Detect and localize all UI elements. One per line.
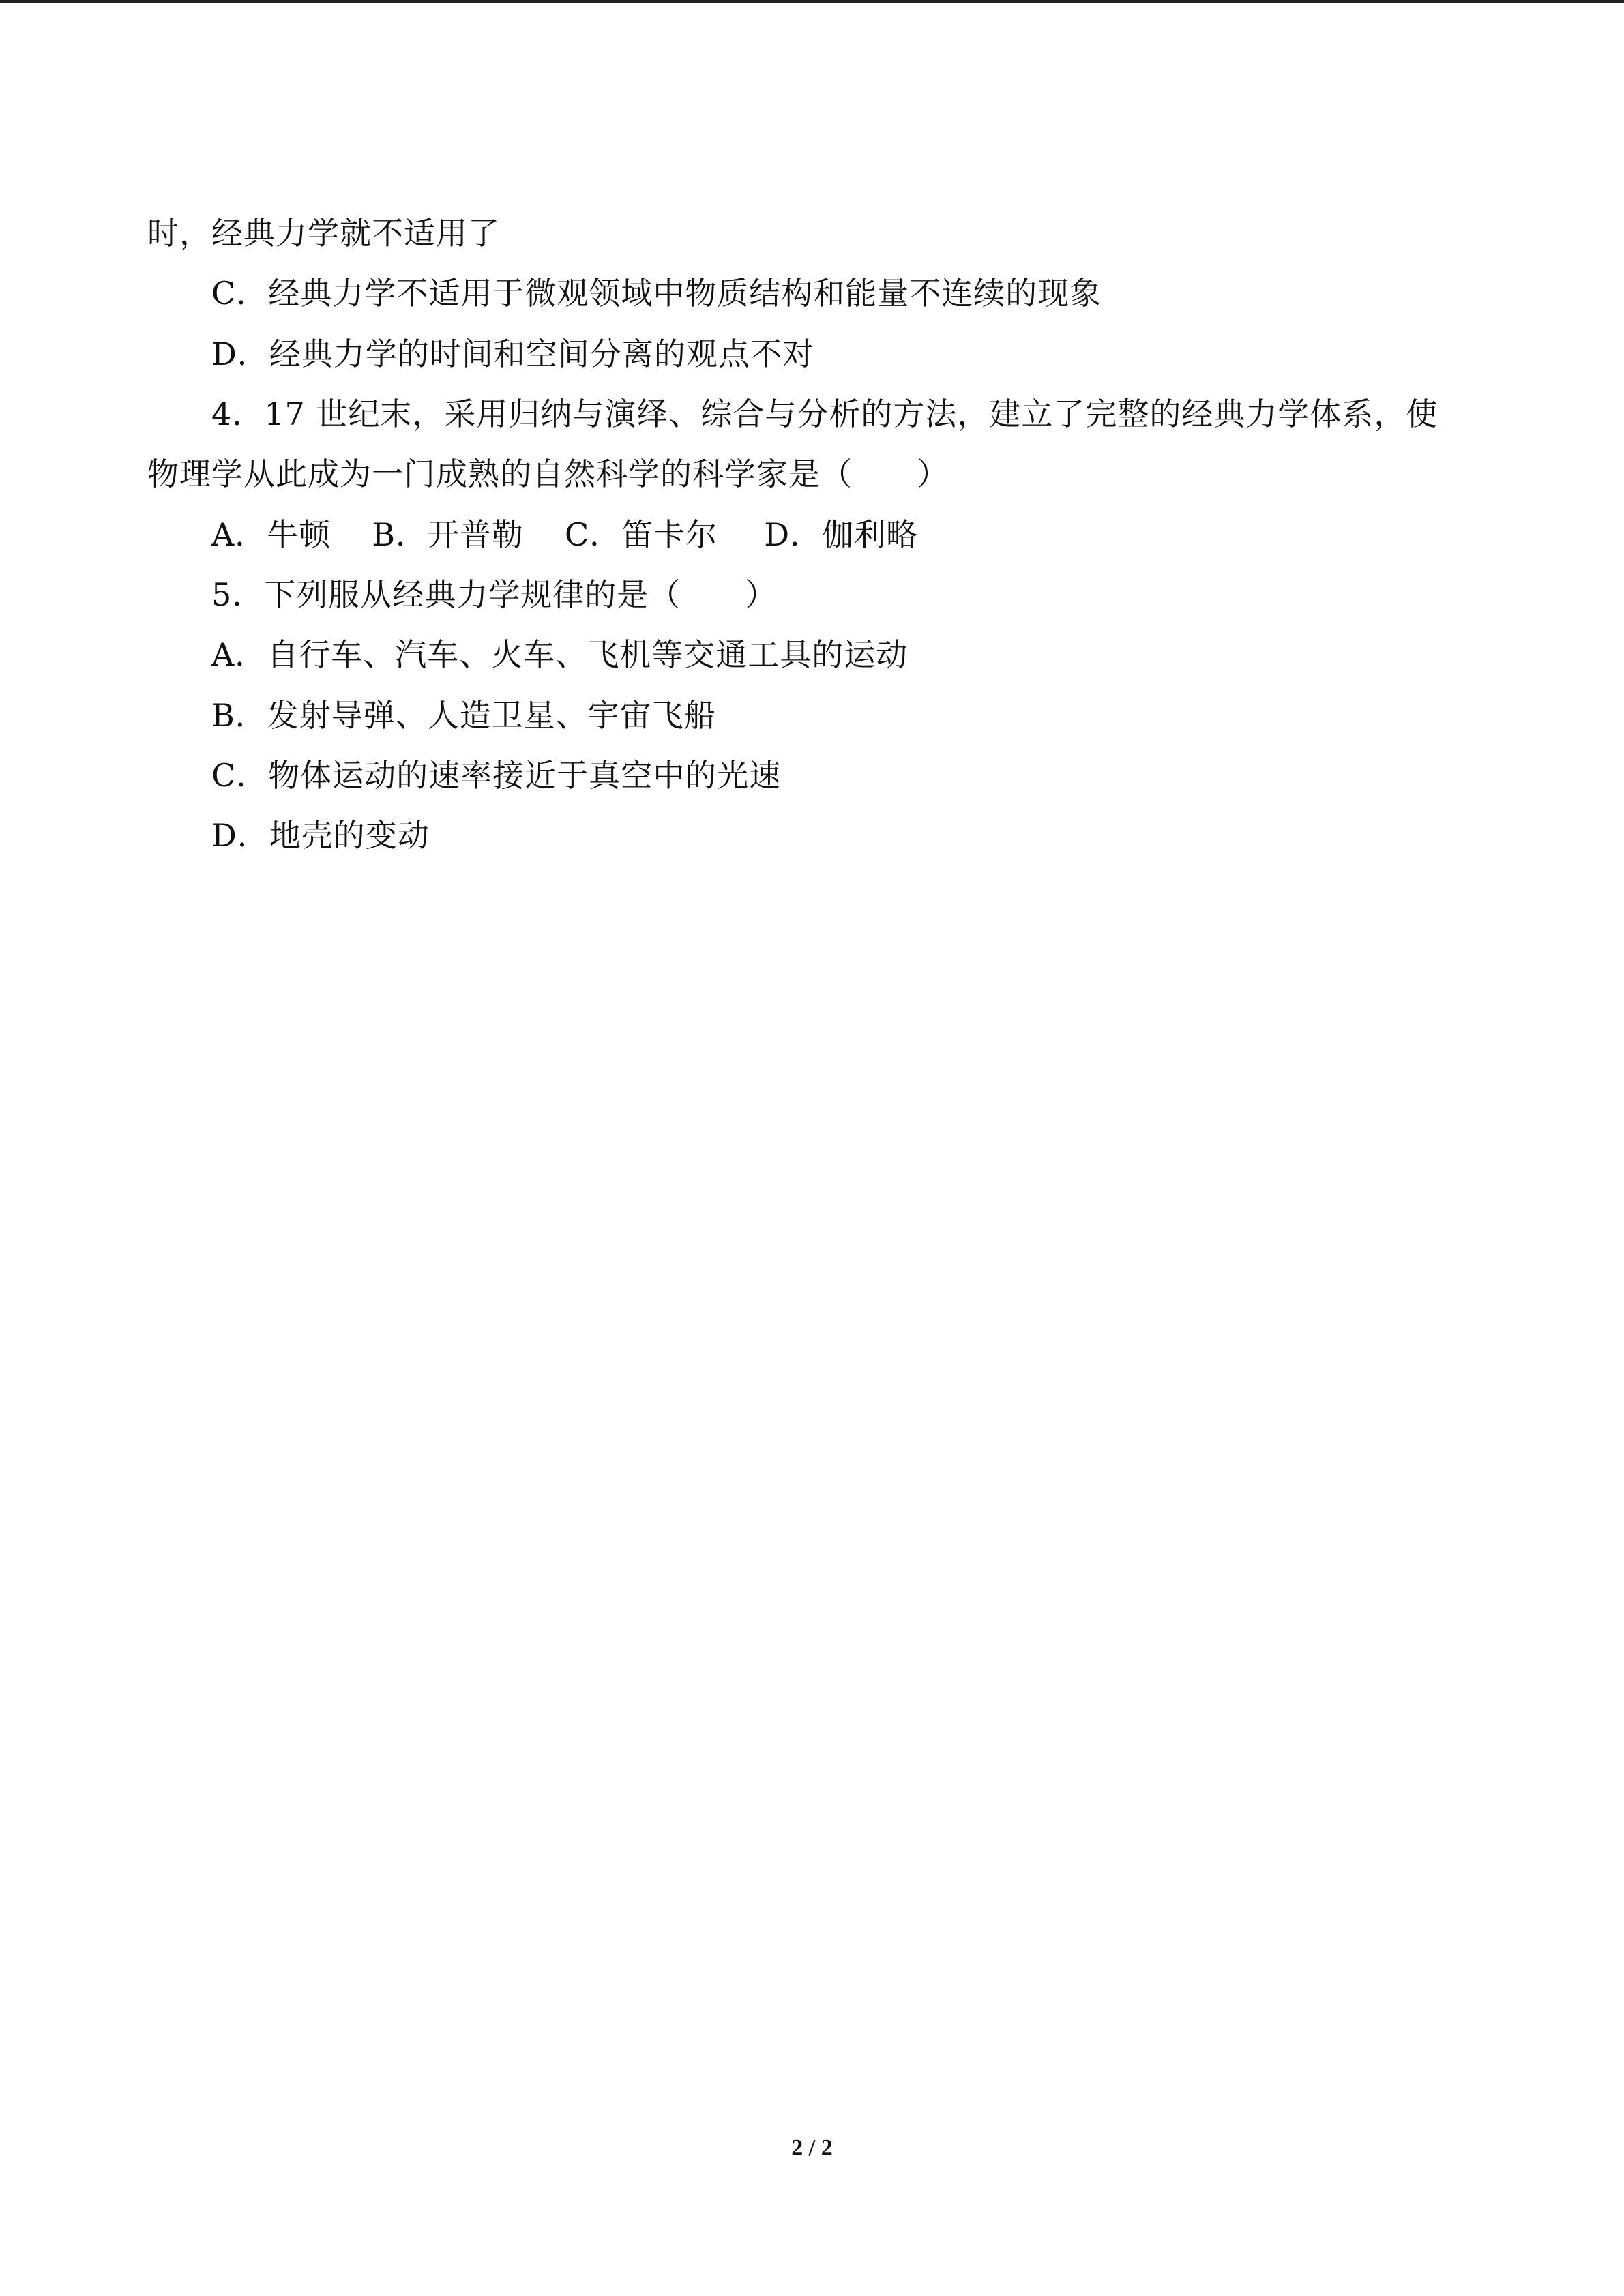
question-5-option-d: D．地壳的变动 bbox=[211, 817, 430, 854]
question-3-option-c: C．经典力学不适用于微观领域中物质结构和能量不连续的现象 bbox=[211, 275, 1102, 312]
question-3-continuation: 时，经典力学就不适用了 bbox=[147, 215, 500, 252]
question-5-stem: 5．下列服从经典力学规律的是（ ） bbox=[211, 576, 778, 613]
question-5-option-b: B．发射导弹、人造卫星、宇宙飞船 bbox=[211, 697, 716, 734]
question-5-option-c: C．物体运动的速率接近于真空中的光速 bbox=[211, 757, 782, 794]
question-4-option-d: D．伽利略 bbox=[764, 516, 919, 553]
question-3-option-d: D．经典力学的时间和空间分离的观点不对 bbox=[211, 336, 814, 372]
question-4-option-a: A．牛顿 bbox=[211, 516, 331, 553]
question-4-stem-line-2: 物理学从此成为一门成熟的自然科学的科学家是（ ） bbox=[147, 456, 949, 492]
question-4-option-b: B．开普勒 bbox=[372, 516, 525, 553]
question-4-stem-line-1: 4．17 世纪末，采用归纳与演绎、综合与分析的方法，建立了完整的经典力学体系，使 bbox=[211, 396, 1438, 432]
question-5-option-a: A．自行车、汽车、火车、飞机等交通工具的运动 bbox=[211, 636, 909, 673]
page-number: 2 / 2 bbox=[791, 2135, 833, 2160]
question-4-option-c: C．笛卡尔 bbox=[565, 516, 718, 553]
question-4-options bbox=[211, 514, 918, 555]
